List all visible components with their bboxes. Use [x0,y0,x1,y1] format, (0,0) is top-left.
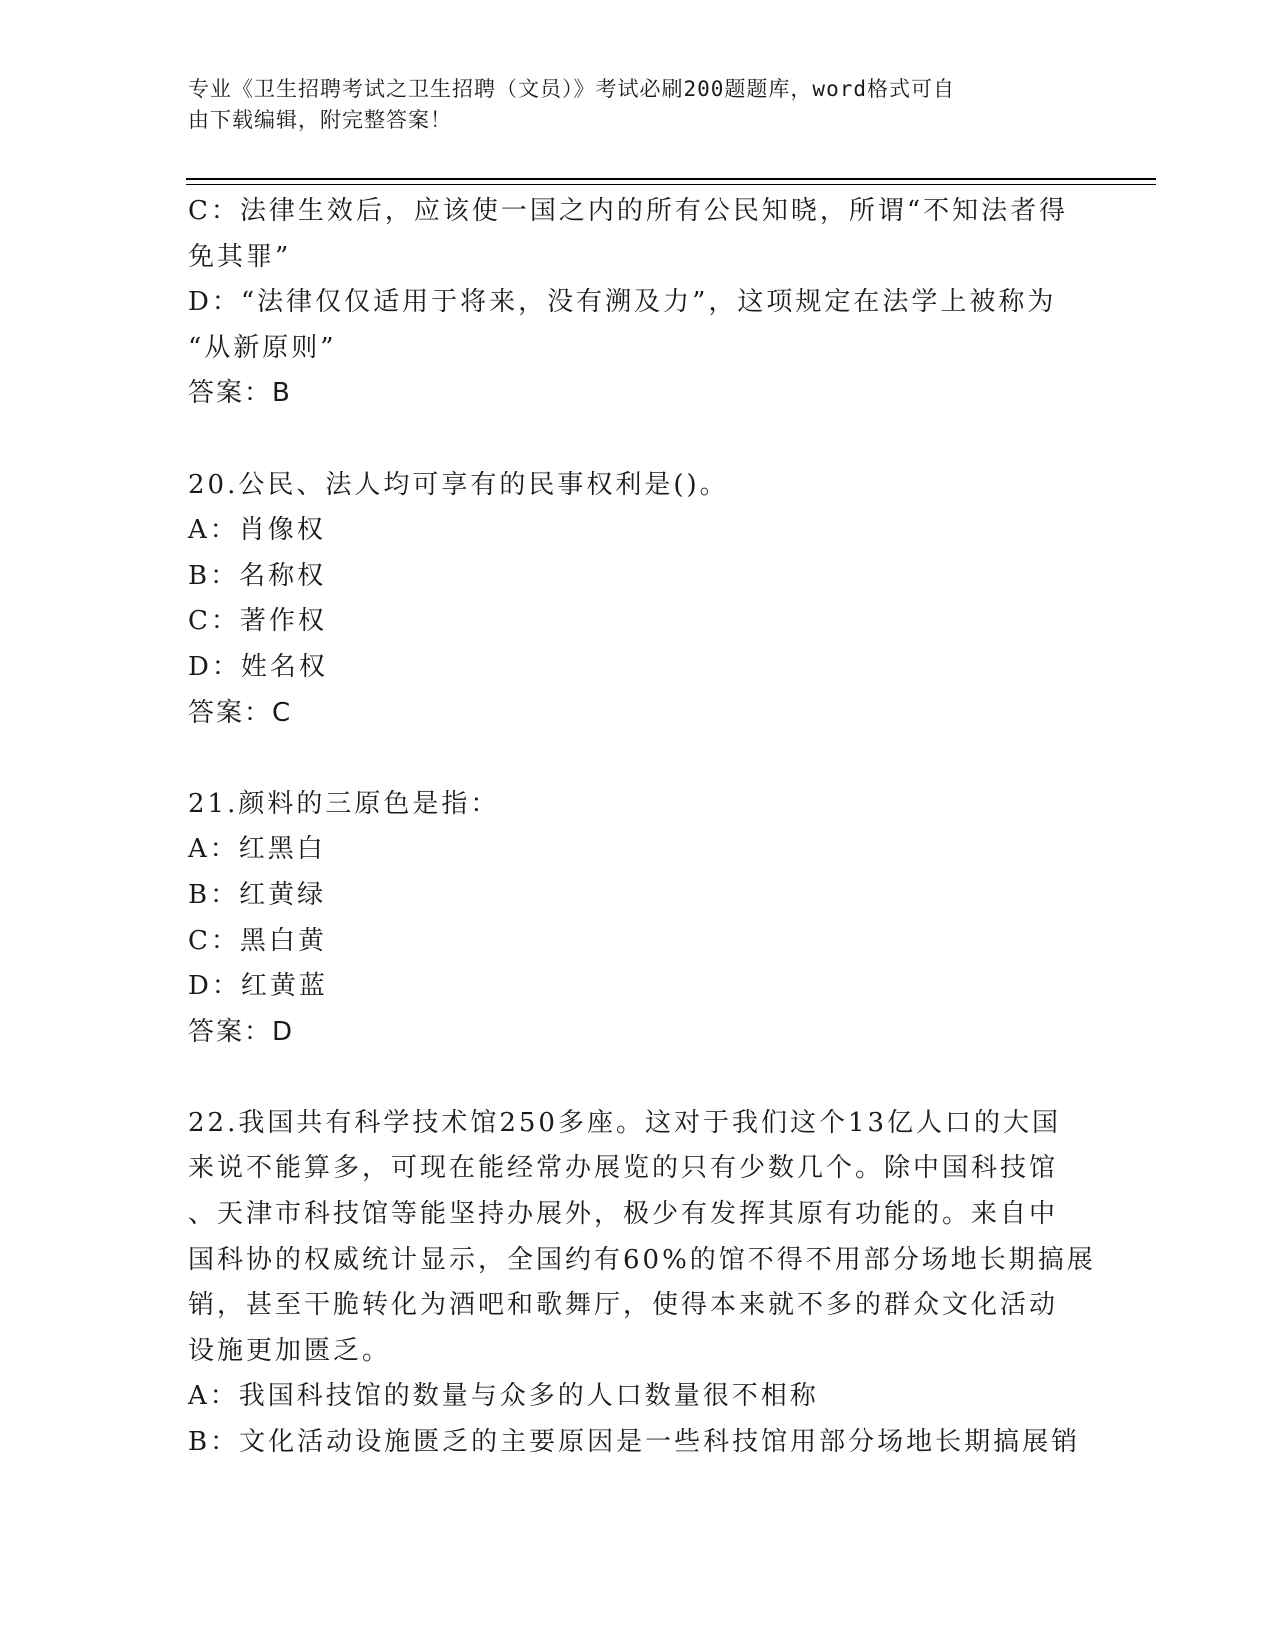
option-c: C：黑白黄 [188,925,327,956]
spacer [188,417,1088,463]
header-rule-thick [186,178,1156,180]
option-c: C：著作权 [188,606,327,637]
option-d: D：红黄蓝 [188,971,328,1002]
option-a: A：肖像权 [188,515,326,546]
answer-20: 答案：C [188,697,293,728]
document-body [188,189,1096,1466]
question-stem-line: 国科协的权威统计显示，全国约有60%的馆不得不用部分场地长期搞展 [188,1244,1096,1275]
question-stem-line: 设施更加匮乏。 [188,1335,392,1366]
question-stem-line: 来说不能算多，可现在能经常办展览的只有少数几个。除中国科技馆 [188,1153,1059,1184]
question-19-continued [188,189,1088,417]
header-title-line-1: 专业《卫生招聘考试之卫生招聘（文员）》考试必刷200题题库，word格式可自 [188,77,955,101]
answer-21: 答案：D [188,1016,295,1047]
option-d: D：“法律仅仅适用于将来，没有溯及力”，这项规定在法学上被称为 [188,287,1057,318]
option-d-continued: “从新原则” [188,332,337,363]
option-a: A：红黑白 [188,834,326,865]
question-21 [188,782,1088,1056]
question-stem-line: 销，甚至干脆转化为酒吧和歌舞厅，使得本来就不多的群众文化活动 [188,1290,1059,1321]
header-title-line-2: 由下载编辑，附完整答案！ [188,108,452,132]
option-c-continued: 免其罪” [188,241,292,272]
option-b: B：名称权 [188,560,327,591]
spacer [188,736,1088,782]
header-rule-thin [186,184,1156,185]
option-b: B：文化活动设施匮乏的主要原因是一些科技馆用部分场地长期搞展销 [188,1427,1081,1458]
option-a: A：我国科技馆的数量与众多的人口数量很不相称 [188,1381,819,1412]
document-header [188,74,1068,136]
question-22 [188,1101,1096,1466]
question-stem-line: 22.我国共有科学技术馆250多座。这对于我们这个13亿人口的大国 [188,1107,1062,1138]
question-stem: 21.颜料的三原色是指： [188,788,500,819]
question-stem-line: 、天津市科技馆等能坚持办展外，极少有发挥其原有功能的。来自中 [188,1199,1059,1230]
option-d: D：姓名权 [188,651,328,682]
option-b: B：红黄绿 [188,879,327,910]
answer-19: 答案：B [188,378,292,409]
spacer [188,1055,1088,1101]
question-20 [188,463,1088,737]
question-stem: 20.公民、法人均可享有的民事权利是()。 [188,469,729,500]
option-c: C：法律生效后，应该使一国之内的所有公民知晓，所谓“不知法者得 [188,196,1069,226]
